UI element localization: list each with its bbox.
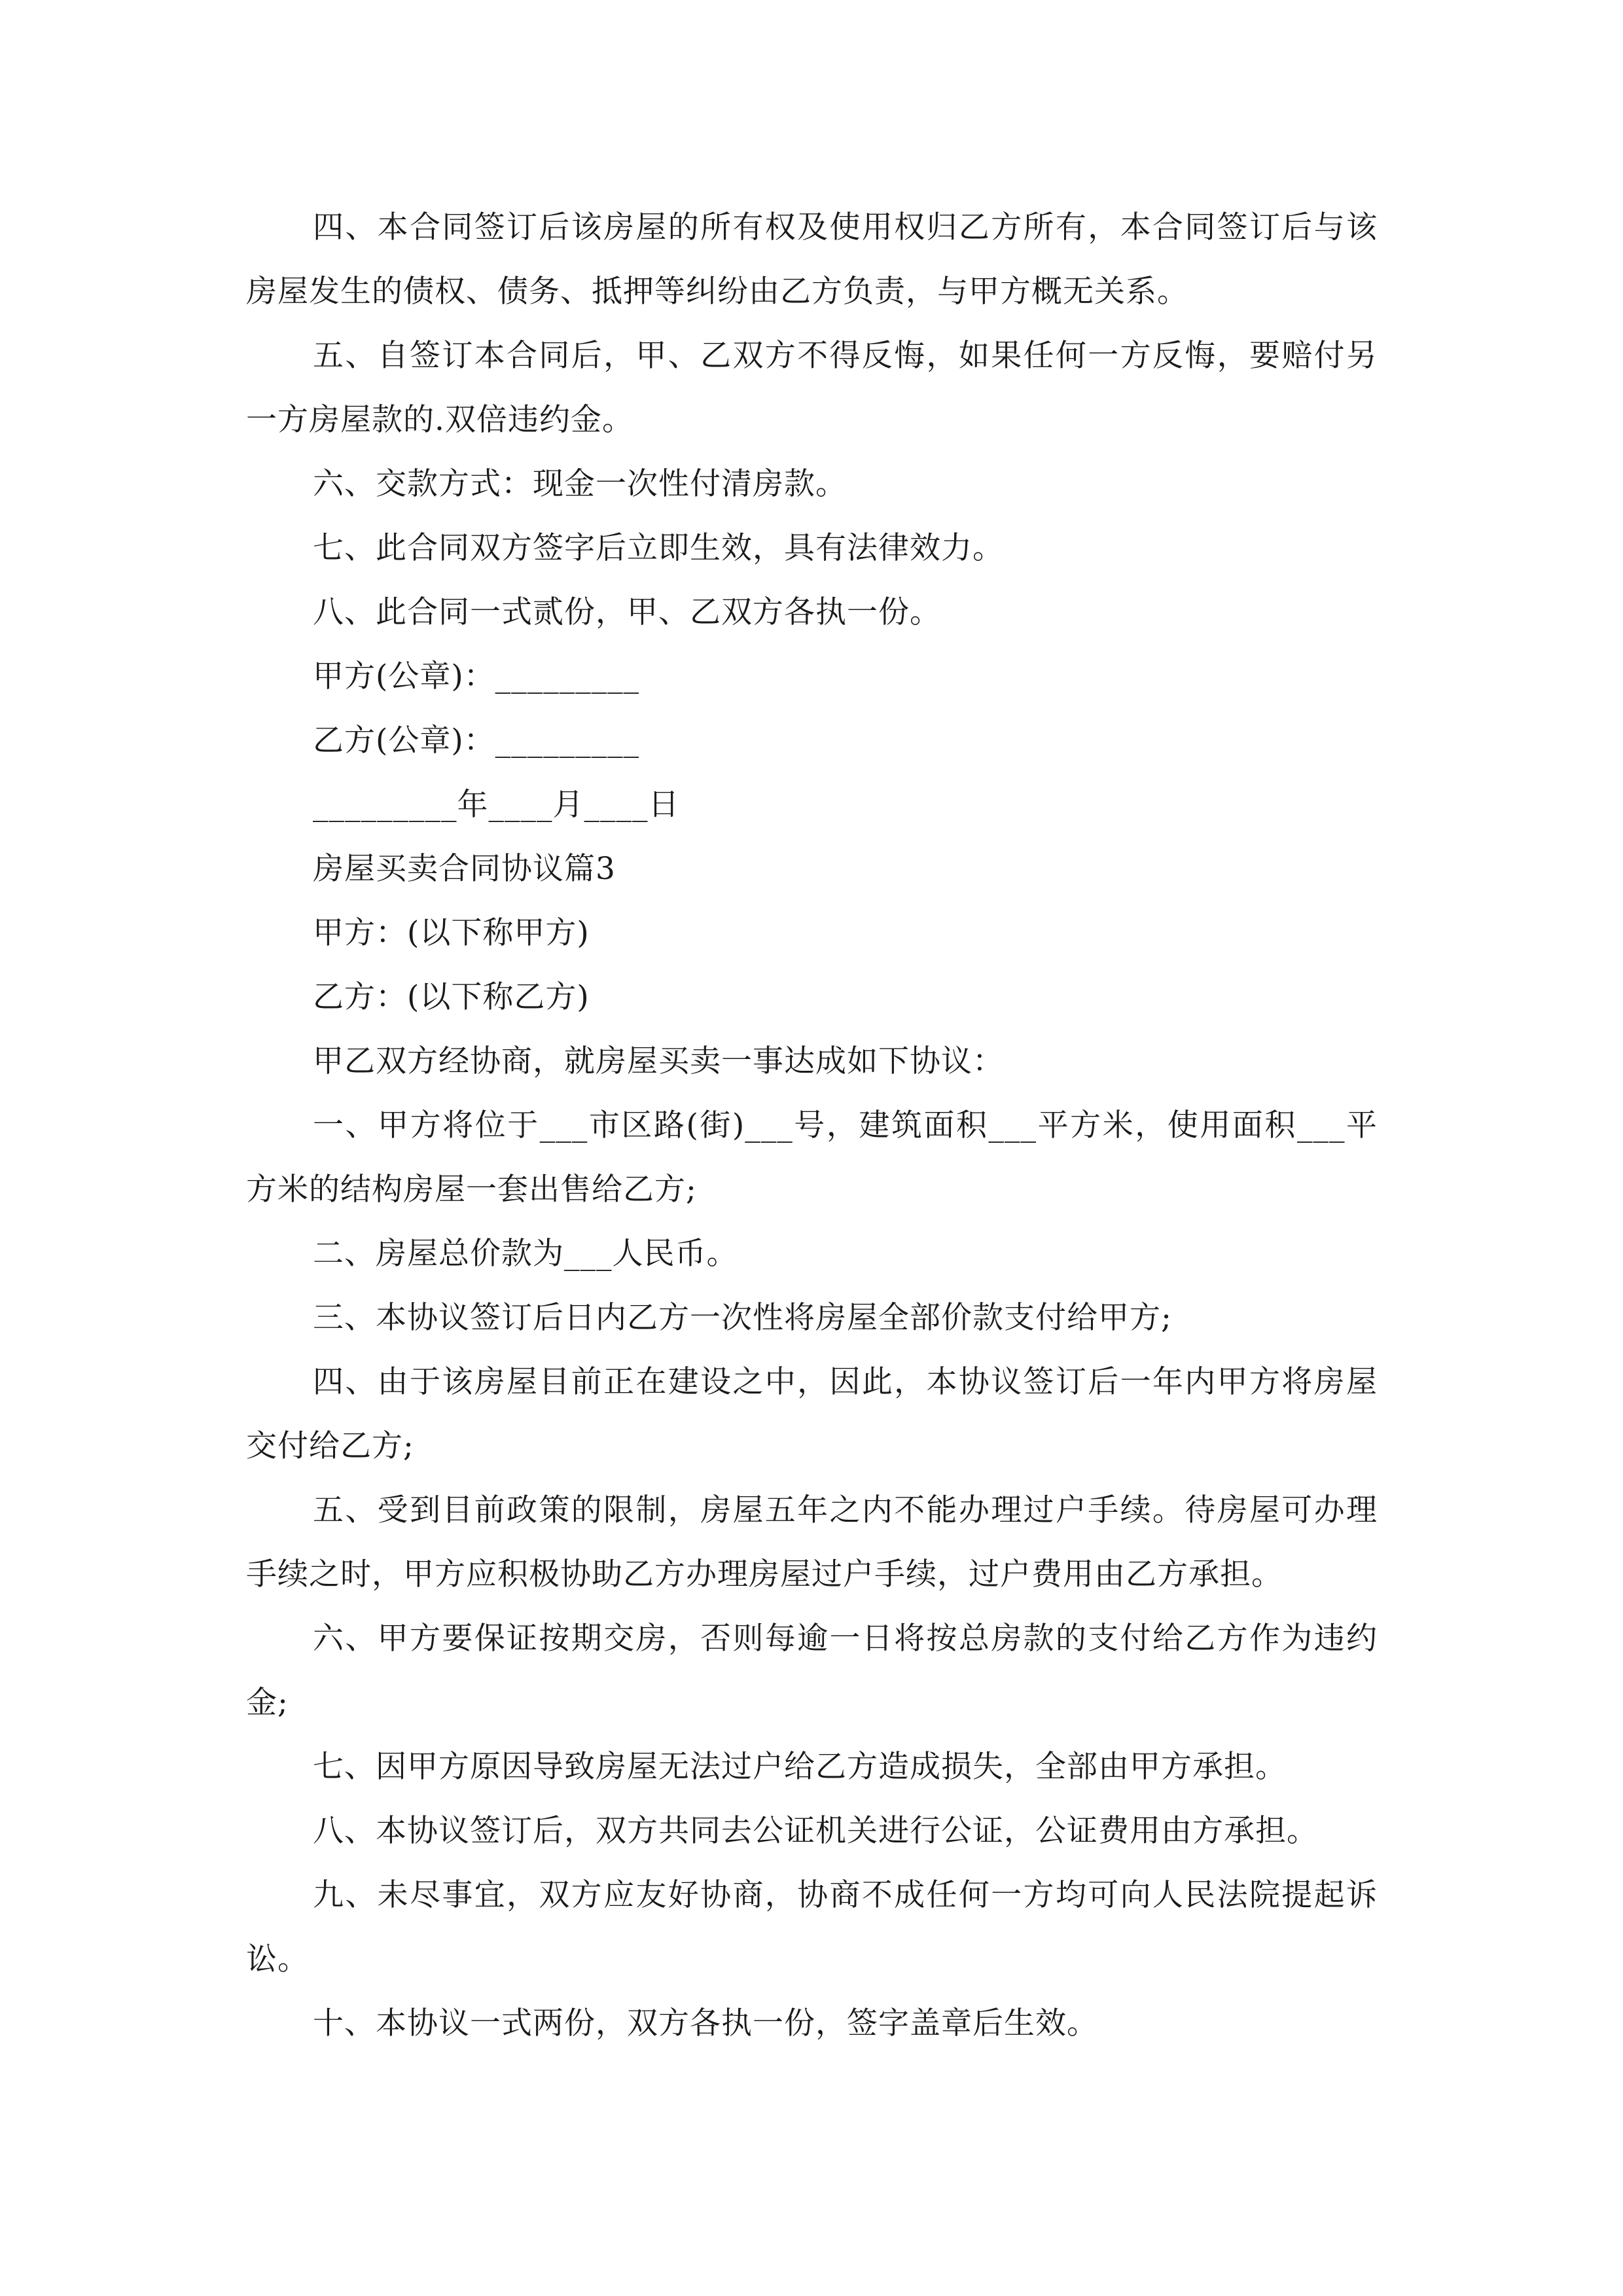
text-line: 房屋发生的债权、债务、抵押等纠纷由乙方负责，与甲方概无关系。 xyxy=(246,274,1188,310)
section-title: 房屋买卖合同协议篇3 xyxy=(313,851,616,887)
text-line: 一、甲方将位于___市区路(街)___号，建筑面积___平方米，使用面积___平 xyxy=(313,1107,1378,1143)
text-line: 八、此合同一式贰份，甲、乙双方各执一份。 xyxy=(313,594,941,630)
date-line: _________年____月____日 xyxy=(313,787,680,823)
text-line: 二、房屋总价款为___人民币。 xyxy=(313,1236,738,1272)
text-line: 甲乙双方经协商，就房屋买卖一事达成如下协议： xyxy=(313,1043,1004,1079)
text-line: 六、交款方式：现金一次性付清房款。 xyxy=(313,466,847,502)
text-line: 十、本协议一式两份，双方各执一份，签字盖章后生效。 xyxy=(313,2005,1098,2041)
text-line: 八、本协议签订后，双方共同去公证机关进行公证，公证费用由方承担。 xyxy=(313,1813,1318,1849)
text-line: 七、此合同双方签字后立即生效，具有法律效力。 xyxy=(313,530,1004,566)
text-line: 甲方：(以下称甲方) xyxy=(313,915,590,951)
text-line: 交付给乙方; xyxy=(246,1428,414,1464)
signature-line-party-b: 乙方(公章)：_________ xyxy=(313,723,640,759)
text-line: 五、自签订本合同后，甲、乙双方不得反悔，如果任何一方反悔，要赔付另 xyxy=(313,338,1378,374)
text-line: 四、由于该房屋目前正在建设之中，因此，本协议签订后一年内甲方将房屋 xyxy=(313,1364,1378,1400)
text-line: 手续之时，甲方应积极协助乙方办理房屋过户手续，过户费用由乙方承担。 xyxy=(246,1556,1283,1592)
signature-line-party-a: 甲方(公章)：_________ xyxy=(313,658,640,694)
text-line: 五、受到目前政策的限制，房屋五年之内不能办理过户手续。待房屋可办理 xyxy=(313,1492,1378,1528)
text-line: 九、未尽事宜，双方应友好协商，协商不成任何一方均可向人民法院提起诉 xyxy=(313,1877,1378,1913)
text-line: 讼。 xyxy=(246,1941,309,1977)
text-line: 乙方：(以下称乙方) xyxy=(313,979,590,1015)
text-line: 四、本合同签订后该房屋的所有权及使用权归乙方所有，本合同签订后与该 xyxy=(313,209,1378,245)
text-line: 方米的结构房屋一套出售给乙方; xyxy=(246,1172,697,1208)
text-line: 七、因甲方原因导致房屋无法过户给乙方造成损失，全部由甲方承担。 xyxy=(313,1749,1287,1785)
text-line: 三、本协议签订后日内乙方一次性将房屋全部价款支付给甲方; xyxy=(313,1300,1172,1336)
text-line: 六、甲方要保证按期交房，否则每逾一日将按总房款的支付给乙方作为违约 xyxy=(313,1621,1378,1657)
text-line: 一方房屋款的.双倍违约金。 xyxy=(246,402,633,438)
text-line: 金; xyxy=(246,1685,289,1721)
